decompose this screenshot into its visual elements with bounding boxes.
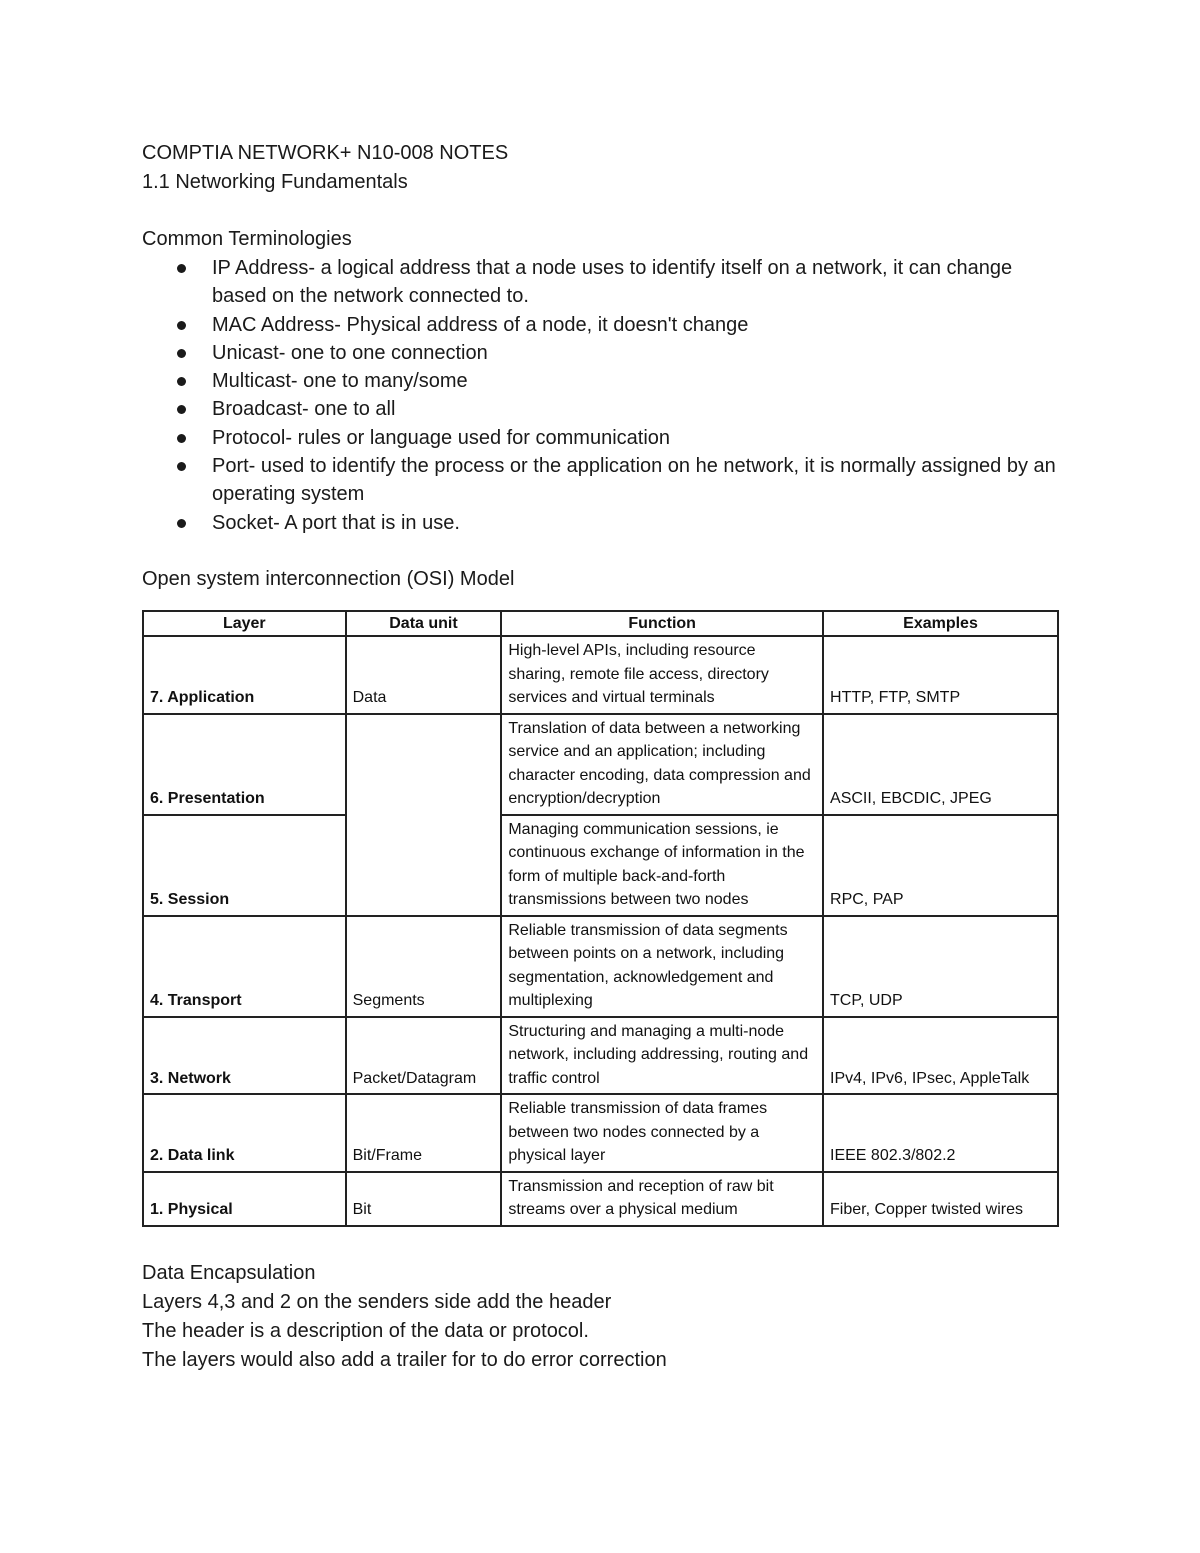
table-row xyxy=(143,1172,1058,1226)
bullet-icon xyxy=(177,349,186,358)
function-cell: Reliable transmission of data frames between two nodes connected by a physical layer xyxy=(501,1094,823,1172)
data-unit-cell: Bit/Frame xyxy=(346,1094,502,1172)
list-item-text: Broadcast- one to all xyxy=(212,398,396,421)
encapsulation-line: Layers 4,3 and 2 on the senders side add the header xyxy=(142,1290,612,1313)
table-row xyxy=(143,714,1058,815)
function-cell: Transmission and reception of raw bit streams over a physical medium xyxy=(501,1172,823,1226)
list-item xyxy=(142,311,1062,339)
function-cell: High-level APIs, including resource sharing, remote file access, directory services and virtual terminals xyxy=(501,636,823,714)
data-unit-cell-merged xyxy=(346,714,502,916)
spacer xyxy=(142,197,1062,225)
column-header-data-unit: Data unit xyxy=(346,611,502,637)
spacer xyxy=(142,537,1062,565)
list-item xyxy=(142,367,1062,395)
list-item xyxy=(142,395,1062,423)
list-item-text: IP Address- a logical address that a node uses to identify itself on a network, it can change based on the network connected to. xyxy=(212,257,1013,308)
list-item-text: Port- used to identify the process or the application on he network, it is normally assigned by an operating system xyxy=(212,455,1056,506)
function-cell: Reliable transmission of data segments between points on a network, including segmentation, acknowledgement and multiplexing xyxy=(501,916,823,1017)
examples-cell: IEEE 802.3/802.2 xyxy=(823,1094,1058,1172)
data-unit-cell: Data xyxy=(346,636,502,714)
examples-cell: TCP, UDP xyxy=(823,916,1058,1017)
terminologies-heading: Common Terminologies xyxy=(142,228,352,250)
layer-cell: 6. Presentation xyxy=(143,714,346,815)
list-item-text: Protocol- rules or language used for communication xyxy=(212,426,671,449)
list-item-text: Multicast- one to many/some xyxy=(212,370,468,393)
encapsulation-line: The layers would also add a trailer for to do error correction xyxy=(142,1348,667,1371)
layer-cell: 2. Data link xyxy=(143,1094,346,1172)
examples-cell: HTTP, FTP, SMTP xyxy=(823,636,1058,714)
layer-cell: 7. Application xyxy=(143,636,346,714)
layer-cell: 1. Physical xyxy=(143,1172,346,1226)
encapsulation-line: The header is a description of the data or protocol. xyxy=(142,1319,589,1342)
table-header-row xyxy=(143,611,1058,637)
function-cell: Managing communication sessions, ie continuous exchange of information in the form of multiple back-and-forth transmissions between two nodes xyxy=(501,815,823,916)
examples-cell: Fiber, Copper twisted wires xyxy=(823,1172,1058,1226)
list-item xyxy=(142,254,1062,311)
encapsulation-section xyxy=(142,1259,1062,1375)
bullet-icon xyxy=(177,462,186,471)
list-item-text: Socket- A port that is in use. xyxy=(212,511,460,534)
table-row xyxy=(143,916,1058,1017)
list-item xyxy=(142,509,1062,537)
bullet-icon xyxy=(177,519,186,528)
document-title: COMPTIA NETWORK+ N10-008 NOTES xyxy=(142,142,509,164)
list-item xyxy=(142,339,1062,367)
data-unit-cell: Segments xyxy=(346,916,502,1017)
table-row xyxy=(143,636,1058,714)
examples-cell: ASCII, EBCDIC, JPEG xyxy=(823,714,1058,815)
table-row xyxy=(143,815,1058,916)
examples-cell: IPv4, IPv6, IPsec, AppleTalk xyxy=(823,1017,1058,1095)
list-item-text: Unicast- one to one connection xyxy=(212,341,488,364)
table-row xyxy=(143,1017,1058,1095)
list-item-text: MAC Address- Physical address of a node, it doesn't change xyxy=(212,313,749,336)
table-row xyxy=(143,1094,1058,1172)
function-cell: Translation of data between a networking service and an application; including character encoding, data compression and encryption/decryption xyxy=(501,714,823,815)
examples-cell: RPC, PAP xyxy=(823,815,1058,916)
terminologies-list xyxy=(142,254,1062,537)
osi-heading: Open system interconnection (OSI) Model xyxy=(142,567,515,590)
list-item xyxy=(142,452,1062,509)
bullet-icon xyxy=(177,434,186,443)
data-unit-cell: Packet/Datagram xyxy=(346,1017,502,1095)
data-unit-cell: Bit xyxy=(346,1172,502,1226)
document-page xyxy=(142,139,1062,1375)
encapsulation-heading: Data Encapsulation xyxy=(142,1261,316,1284)
column-header-examples: Examples xyxy=(823,611,1058,637)
layer-cell: 5. Session xyxy=(143,815,346,916)
layer-cell: 3. Network xyxy=(143,1017,346,1095)
section-title: 1.1 Networking Fundamentals xyxy=(142,171,408,193)
osi-table xyxy=(142,610,1059,1227)
osi-table-wrapper xyxy=(142,610,1062,1227)
function-cell: Structuring and managing a multi-node network, including addressing, routing and traffic control xyxy=(501,1017,823,1095)
bullet-icon xyxy=(177,377,186,386)
column-header-layer: Layer xyxy=(143,611,346,637)
bullet-icon xyxy=(177,405,186,414)
layer-cell: 4. Transport xyxy=(143,916,346,1017)
bullet-icon xyxy=(177,321,186,330)
bullet-icon xyxy=(177,264,186,273)
list-item xyxy=(142,424,1062,452)
column-header-function: Function xyxy=(501,611,823,637)
